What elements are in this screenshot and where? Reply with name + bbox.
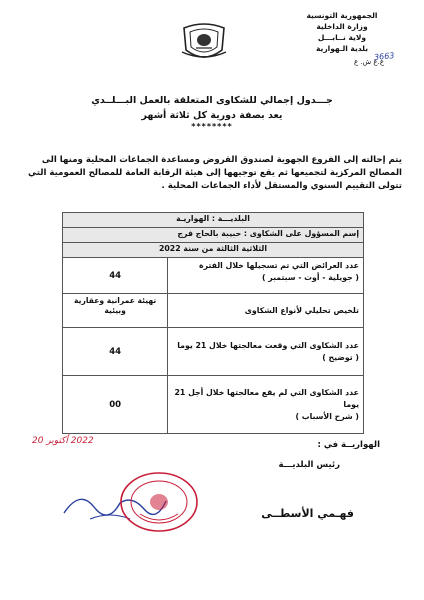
document-subtitle: يعد بصفة دورية كل ثلاثة أشهر [141, 110, 283, 121]
row-label-text: تلخيص تحليلي لأنواع الشكاوى [244, 305, 359, 315]
row-value: 44 [63, 328, 168, 376]
reference-number: 3663 [373, 50, 395, 63]
document-title: جـــدول إجمالي للشكاوى المتعلقة بالعمل البـــلــدي [91, 95, 333, 106]
row-value: تهيئة عمرانية وعقارية وبيئية [63, 294, 168, 328]
municipality-cell: البلديـــة : الهواريـة [63, 213, 364, 228]
mayor-title: رئيس البلديـــة [278, 460, 340, 470]
mayor-name: فهـمي الأسطــى [261, 507, 354, 520]
row-label-note: ( شرح الأسباب ) [295, 411, 359, 421]
tunisia-coat-of-arms-icon [178, 22, 230, 62]
row-label [168, 376, 364, 434]
title-separator: ******** [191, 122, 233, 131]
intro-paragraph: يتم إحالته إلى الفروع الجهوية لصندوق القروض ومساعدة الجماعات المحلية ومنها الى المصالح المركزية لتجميعها ثم يقع توجيهها إلى هيئة الرقابة العامة للمصالح العمومية التي تتولى التقييم السنوي والمستقل لأداء الجماعات المحلية . [28, 155, 402, 191]
letterhead-line-governorate: ولاية نــابـــل [317, 33, 367, 42]
place-date-label: الهواريــة في : [317, 440, 380, 450]
official-stamp-icon [118, 470, 200, 534]
officer-cell: إسم المسؤول على الشكاوى : حبيبة بالحاج فرج [63, 228, 364, 243]
complaints-table [62, 212, 364, 434]
table-row [63, 258, 364, 294]
letterhead-line-municipality: بلدية الـهوارية [315, 44, 369, 53]
row-value: 44 [63, 258, 168, 294]
row-label-text: عدد الشكاوى التي وقعت معالجتها خلال 21 يوما [177, 340, 359, 350]
reference-label: ع.ع ش. ع [354, 58, 384, 66]
row-label-text: عدد الشكاوى التي لم يقع معالجتها خلال أجل 21 يوما [174, 387, 359, 409]
table-row-period [63, 243, 364, 258]
row-label [168, 258, 364, 294]
row-label [168, 328, 364, 376]
table-row [63, 376, 364, 434]
row-label-text: عدد العرائض التي تم تسجيلها خلال الفترة [199, 261, 359, 270]
row-value: 00 [63, 376, 168, 434]
letterhead-line-republic: الجمهورية التونسية [306, 11, 378, 20]
row-label [168, 294, 364, 328]
period-cell: الثلاثية الثالثة من سنة 2022 [63, 243, 364, 258]
table-row [63, 328, 364, 376]
letterhead [282, 10, 402, 54]
table-row-officer [63, 228, 364, 243]
handwritten-date: 2022 أكتوبر 20 [32, 436, 94, 446]
row-label-note: ( توضيح ) [322, 352, 359, 362]
letterhead-line-ministry: وزارة الداخلية [316, 22, 368, 31]
table-row [63, 294, 364, 328]
row-label-note: ( جويلية - أوت - سبتمبر ) [261, 273, 359, 282]
table-row-municipality [63, 213, 364, 228]
